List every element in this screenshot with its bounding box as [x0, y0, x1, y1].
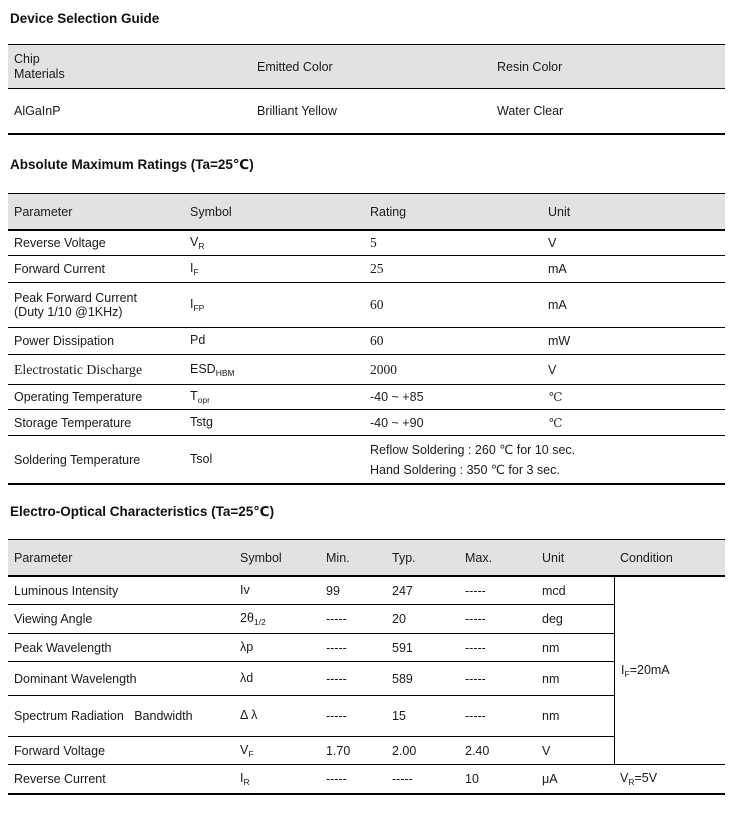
section-title-absolute-maximum-ratings: Absolute Maximum Ratings (Ta=25℃): [10, 157, 254, 172]
symbol-cell: [190, 362, 370, 378]
param-cell: Dominant Wavelength: [14, 671, 137, 686]
emitted-color-cell: Brilliant Yellow: [257, 104, 337, 118]
symbol-cell: [190, 261, 370, 277]
condition-sub: R: [628, 777, 635, 788]
param-cell: [8, 291, 190, 319]
param-cell: Operating Temperature: [14, 390, 143, 404]
column-header-typ: Typ.: [392, 550, 416, 565]
rating-line-1: Reflow Soldering : 260 ℃ for 10 sec.: [370, 442, 576, 457]
device-selection-header-row: [8, 45, 725, 89]
condition-merged-cell: [614, 577, 725, 764]
max-cell: 2.40: [465, 743, 490, 758]
rating-cell: -40 ~ +85: [370, 390, 424, 404]
unit-cell: nm: [542, 671, 560, 686]
symbol-base: I: [190, 297, 194, 312]
column-header-chip-materials: [8, 52, 257, 82]
symbol-sub: R: [243, 777, 250, 788]
symbol-base: Δ λ: [240, 708, 258, 723]
symbol-cell: [240, 771, 326, 787]
symbol-sub: F: [248, 748, 254, 759]
table-row: [8, 436, 725, 483]
column-header-condition: Condition: [620, 550, 673, 565]
symbol-base: Tstg: [190, 414, 213, 429]
unit-cell: mW: [548, 334, 571, 348]
typ-cell: 20: [392, 612, 406, 626]
symbol-sub: HBM: [215, 367, 235, 378]
device-selection-table: [8, 44, 725, 135]
symbol-cell: [190, 235, 370, 251]
unit-cell: nm: [542, 640, 560, 655]
column-header-unit: Unit: [548, 204, 571, 219]
column-header-symbol: Symbol: [240, 550, 282, 565]
typ-cell: 247: [392, 583, 413, 598]
rating-cell: 60: [370, 297, 384, 312]
table-row: [8, 737, 614, 764]
symbol-base: λp: [240, 639, 254, 654]
param-cell: Storage Temperature: [14, 415, 132, 430]
param-cell: Electrostatic Discharge: [14, 361, 143, 377]
table-row: [8, 355, 725, 385]
typ-cell: 591: [392, 640, 413, 655]
symbol-sub: R: [198, 241, 205, 252]
eo-header-row: [8, 540, 725, 577]
column-header-max: Max.: [465, 550, 493, 565]
table-row: [8, 256, 725, 283]
symbol-base: Tsol: [190, 451, 213, 466]
unit-cell: V: [548, 236, 557, 250]
symbol-base: I: [190, 261, 194, 276]
table-row: [8, 662, 614, 696]
param-line-2: (Duty 1/10 @1KHz): [14, 305, 123, 319]
param-cell: Spectrum Radiation Bandwidth: [14, 709, 193, 723]
param-cell: Soldering Temperature: [14, 452, 141, 467]
condition-cell: [614, 771, 725, 787]
condition-rest: =20mA: [629, 662, 670, 677]
param-cell: Forward Voltage: [14, 743, 106, 758]
column-header-resin-color: Resin Color: [497, 59, 563, 74]
column-header-min: Min.: [326, 550, 350, 565]
table-row: [8, 410, 725, 436]
min-cell: -----: [326, 709, 347, 723]
symbol-cell: [240, 640, 326, 656]
symbol-sub: 1/2: [253, 617, 266, 628]
param-cell: Forward Current: [14, 262, 105, 276]
symbol-base: Iv: [240, 582, 250, 597]
unit-cell: ℃: [549, 415, 563, 430]
symbol-cell: [190, 415, 370, 431]
unit-cell: deg: [542, 612, 563, 626]
condition-value: [621, 663, 670, 679]
rating-cell: 25: [370, 261, 384, 276]
eo-rows-left-block: [8, 577, 614, 764]
symbol-base: Pd: [190, 333, 206, 348]
condition-rest: =5V: [634, 771, 658, 786]
max-cell: -----: [465, 640, 486, 655]
max-cell: -----: [465, 709, 486, 723]
table-row: [8, 231, 725, 256]
param-line-1: Peak Forward Current: [14, 291, 137, 305]
condition-base: V: [620, 771, 629, 786]
symbol-cell: [240, 583, 326, 599]
min-cell: -----: [326, 612, 347, 626]
symbol-sub: opr: [197, 395, 210, 406]
param-cell: Power Dissipation: [14, 334, 115, 348]
unit-cell: ℃: [549, 390, 563, 404]
unit-cell: V: [542, 743, 551, 758]
symbol-base: λd: [240, 670, 254, 685]
param-cell: Peak Wavelength: [14, 640, 112, 655]
rating-cell: [370, 440, 576, 480]
section-title-electro-optical-characteristics: Electro-Optical Characteristics (Ta=25℃): [10, 504, 275, 519]
table-row: [8, 605, 614, 634]
column-header-label: Chip Materials: [14, 51, 65, 81]
symbol-cell: [190, 389, 370, 405]
symbol-cell: [240, 708, 326, 724]
min-cell: 1.70: [326, 743, 351, 758]
symbol-cell: [190, 333, 370, 349]
typ-cell: 15: [392, 709, 406, 723]
rating-cell: 2000: [370, 361, 397, 377]
electro-optical-characteristics-table: [8, 539, 725, 795]
unit-cell: μA: [542, 772, 558, 786]
column-header-parameter: Parameter: [14, 550, 73, 565]
table-row: [8, 765, 725, 793]
param-cell: Reverse Current: [14, 772, 106, 786]
unit-cell: nm: [542, 709, 560, 723]
min-cell: 99: [326, 583, 340, 598]
symbol-base: 2θ: [240, 611, 254, 626]
unit-cell: mA: [548, 298, 567, 312]
table-row: [8, 385, 725, 410]
table-row: [8, 328, 725, 355]
rating-cell: -40 ~ +90: [370, 415, 424, 430]
param-cell: Viewing Angle: [14, 612, 93, 626]
symbol-cell: [240, 611, 326, 627]
min-cell: -----: [326, 671, 347, 686]
table-row: [8, 577, 614, 605]
max-cell: -----: [465, 671, 486, 686]
resin-color-cell: Water Clear: [497, 104, 564, 118]
typ-cell: -----: [392, 772, 413, 786]
symbol-base: I: [240, 771, 244, 786]
max-cell: 10: [465, 772, 479, 786]
eo-rows-group: [8, 577, 725, 765]
symbol-cell: [240, 743, 326, 759]
symbol-cell: [240, 671, 326, 687]
typ-cell: 589: [392, 671, 413, 686]
condition-base: I: [621, 662, 625, 677]
rating-cell: 60: [370, 333, 384, 348]
table-row: [8, 89, 725, 133]
amr-header-row: [8, 194, 725, 231]
param-cell: Luminous Intensity: [14, 583, 119, 598]
symbol-base: V: [240, 742, 249, 757]
max-cell: -----: [465, 583, 486, 598]
symbol-base: ESD: [190, 361, 216, 376]
column-header-emitted-color: Emitted Color: [257, 59, 333, 74]
symbol-cell: [190, 297, 370, 313]
condition-sub: F: [624, 668, 630, 679]
column-header-unit: Unit: [542, 550, 565, 565]
absolute-maximum-ratings-table: [8, 193, 725, 485]
symbol-sub: F: [193, 267, 199, 278]
rating-cell: 5: [370, 235, 377, 250]
condition-value: [620, 771, 658, 788]
unit-cell: mcd: [542, 583, 566, 598]
symbol-base: V: [190, 235, 199, 250]
table-row: [8, 283, 725, 328]
table-row: [8, 696, 614, 737]
chip-material-cell: AlGaInP: [14, 104, 61, 118]
symbol-cell: [190, 452, 370, 468]
column-header-parameter: Parameter: [14, 204, 73, 219]
max-cell: -----: [465, 612, 486, 626]
table-row: [8, 634, 614, 662]
min-cell: -----: [326, 640, 347, 655]
rating-line-2: Hand Soldering : 350 ℃ for 3 sec.: [370, 462, 560, 477]
typ-cell: 2.00: [392, 743, 417, 758]
unit-cell: V: [548, 362, 557, 377]
unit-cell: mA: [548, 262, 567, 276]
section-title-device-selection: Device Selection Guide: [10, 11, 160, 26]
min-cell: -----: [326, 772, 347, 786]
symbol-sub: FP: [193, 303, 205, 314]
column-header-rating: Rating: [370, 204, 407, 219]
symbol-base: T: [190, 389, 198, 404]
param-cell: Reverse Voltage: [14, 236, 106, 250]
column-header-symbol: Symbol: [190, 204, 232, 219]
